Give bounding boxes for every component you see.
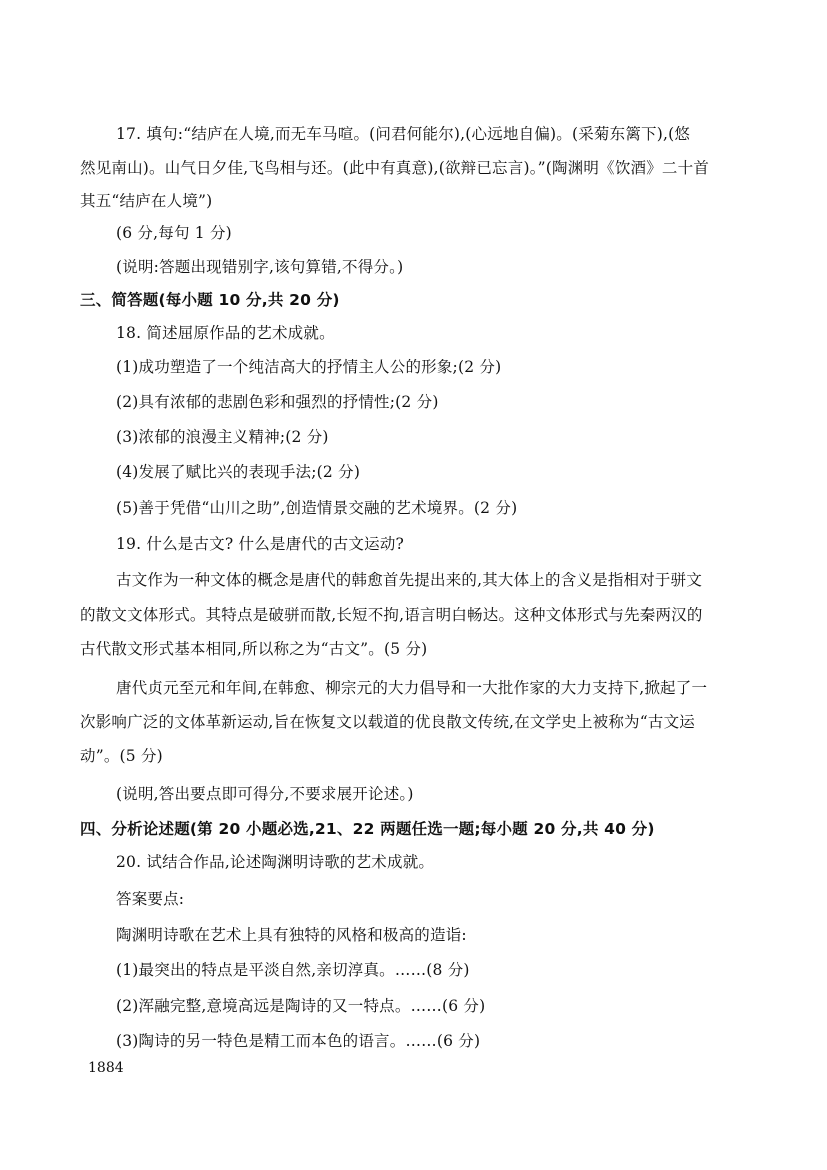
q18-point-5: (5)善于凭借“山川之助”,创造情景交融的艺术境界。(2 分) [116, 499, 518, 517]
q18-point-2: (2)具有浓郁的悲剧色彩和强烈的抒情性;(2 分) [116, 393, 439, 411]
page-number: 1884 [88, 1060, 124, 1076]
q19-question: 19. 什么是古文? 什么是唐代的古文运动? [116, 535, 405, 553]
q18-point-4: (4)发展了赋比兴的表现手法;(2 分) [116, 463, 361, 481]
q17-score: (6 分,每句 1 分) [116, 224, 232, 242]
q19-para1-line-1: 古文作为一种文体的概念是唐代的韩愈首先提出来的,其大体上的含义是指相对于骈文 [116, 571, 703, 589]
q19-para2-line-3: 动”。(5 分) [80, 747, 163, 765]
q17-note: (说明:答题出现错别字,该句算错,不得分。) [116, 258, 404, 276]
q17-line-2: 然见南山)。山气日夕佳,飞鸟相与还。(此中有真意),(欲辩已忘言)。”(陶渊明《饮酒》二十首 [80, 159, 710, 177]
section-4-heading: 四、分析论述题(第 20 小题必选,21、22 两题任选一题;每小题 20 分,共 40 分) [80, 820, 655, 838]
q20-intro: 陶渊明诗歌在艺术上具有独特的风格和极高的造诣: [116, 926, 467, 944]
q20-question: 20. 试结合作品,论述陶渊明诗歌的艺术成就。 [116, 853, 435, 871]
q19-note: (说明,答出要点即可得分,不要求展开论述。) [116, 785, 414, 803]
q18-question: 18. 简述屈原作品的艺术成就。 [116, 324, 335, 342]
q19-para1-line-3: 古代散文形式基本相同,所以称之为“古文”。(5 分) [80, 640, 428, 658]
q20-point-2: (2)浑融完整,意境高远是陶诗的又一特点。……(6 分) [116, 997, 486, 1015]
q20-answer-label: 答案要点: [116, 890, 185, 908]
q19-para1-line-2: 的散文文体形式。其特点是破骈而散,长短不拘,语言明白畅达。这种文体形式与先秦两汉的 [80, 606, 703, 624]
q19-para2-line-2: 次影响广泛的文体革新运动,旨在恢复文以载道的优良散文传统,在文学史上被称为“古文运 [80, 713, 695, 731]
q18-point-3: (3)浓郁的浪漫主义精神;(2 分) [116, 428, 329, 446]
section-3-heading: 三、简答题(每小题 10 分,共 20 分) [80, 291, 340, 309]
q20-point-1: (1)最突出的特点是平淡自然,亲切淳真。……(8 分) [116, 961, 470, 979]
q19-para2-line-1: 唐代贞元至元和年间,在韩愈、柳宗元的大力倡导和一大批作家的大力支持下,掀起了一 [116, 679, 708, 697]
q20-point-3: (3)陶诗的另一特色是精工而本色的语言。……(6 分) [116, 1032, 481, 1050]
q17-line-1: 17. 填句:“结庐在人境,而无车马喧。(问君何能尔),(心远地自偏)。(采菊东篱下),(悠 [116, 125, 691, 143]
q18-point-1: (1)成功塑造了一个纯洁高大的抒情主人公的形象;(2 分) [116, 358, 502, 376]
q17-line-3: 其五“结庐在人境”) [80, 192, 213, 210]
